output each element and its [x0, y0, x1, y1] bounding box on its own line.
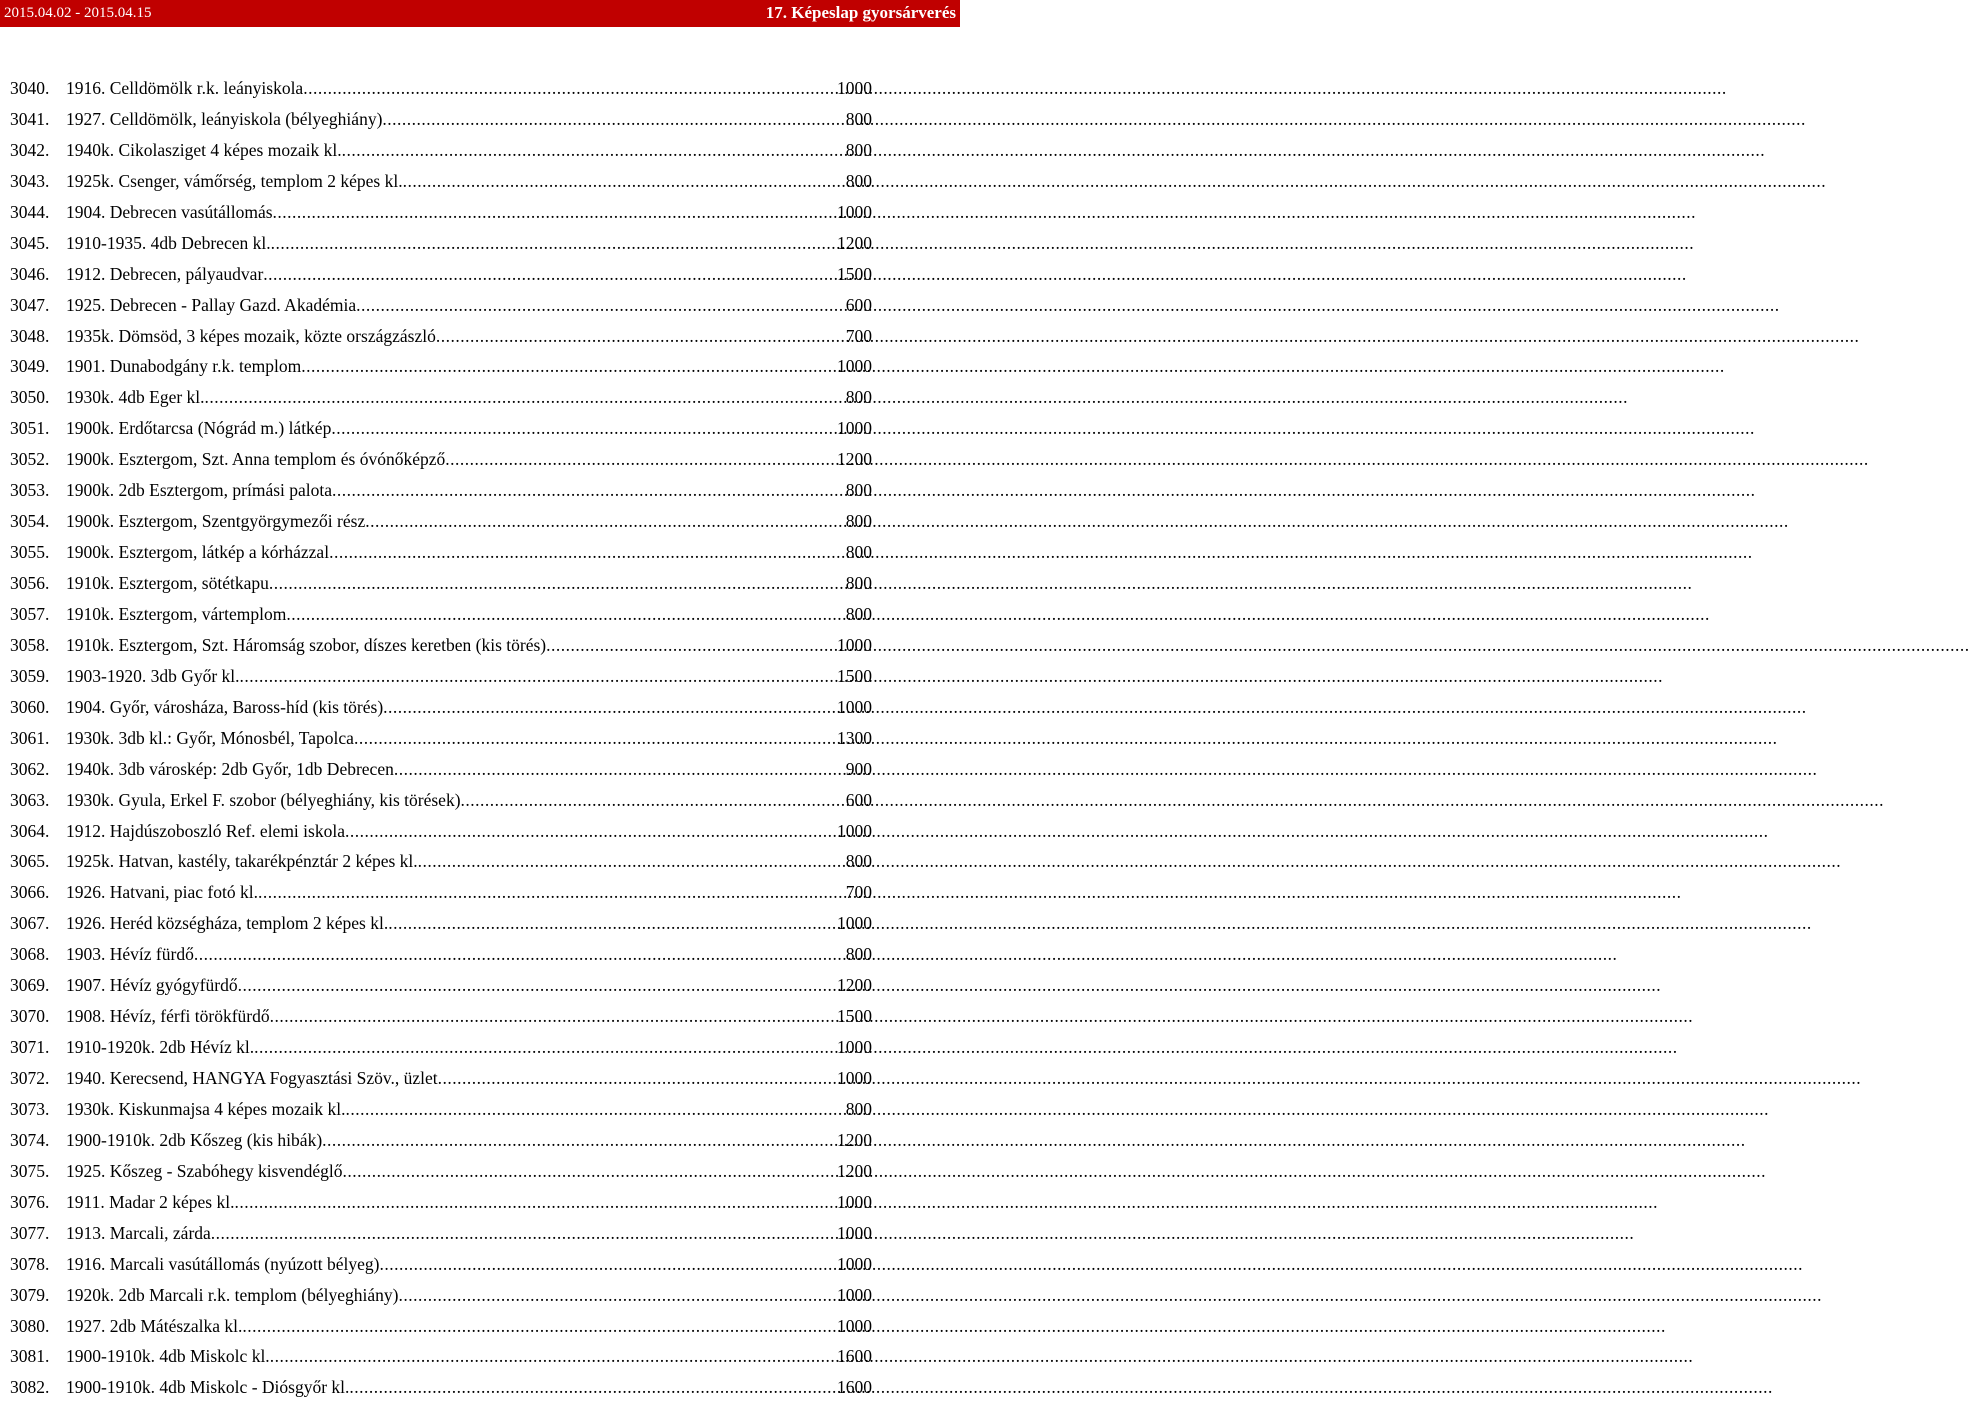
dot-leader — [258, 877, 846, 907]
lot-price: 1000 — [837, 1068, 872, 1088]
lot-description: 1927. 2db Mátészalka kl. — [66, 1315, 243, 1336]
dot-leader — [461, 785, 846, 815]
lot-number: 3041. — [10, 108, 50, 129]
lot-price: 1000 — [837, 820, 872, 841]
auction-title: 17. Képeslap gyorsárverés — [765, 3, 956, 22]
lot-description: 1900k. Esztergom, Szt. Anna templom és óvónőképző — [66, 449, 446, 470]
lot-description: 1903-1920. 3db Győr kl. — [66, 665, 240, 686]
dot-leader — [445, 444, 837, 474]
dot-leader — [349, 1372, 837, 1402]
lot-row — [10, 1001, 872, 1032]
lot-price: 1000 — [837, 913, 872, 934]
lot-row — [10, 1218, 872, 1249]
lot-price: 1000 — [837, 78, 872, 98]
lot-row — [10, 73, 872, 104]
lot-description: 1904. Győr, városháza, Baross-híd (kis törés) — [66, 696, 384, 717]
lot-price: 1000 — [837, 356, 872, 377]
lot-description: 1925. Kőszeg - Szabóhegy kisvendéglő — [66, 1160, 343, 1181]
dot-leader — [388, 908, 837, 938]
lot-row — [10, 754, 872, 785]
dot-leader — [354, 723, 837, 753]
lot-price: 600 — [845, 789, 872, 810]
lot-description: 1930k. Kiskunmajsa 4 képes mozaik kl. — [66, 1098, 346, 1119]
lot-price: 1000 — [837, 1222, 872, 1243]
dot-leader — [403, 166, 846, 196]
dot-leader — [242, 1311, 837, 1341]
lot-row — [10, 1063, 872, 1094]
lot-number: 3065. — [10, 851, 50, 872]
lot-row — [10, 599, 872, 630]
lot-number: 3061. — [10, 727, 50, 748]
dot-leader — [436, 321, 846, 351]
dot-leader — [273, 197, 837, 227]
dot-leader — [345, 1094, 845, 1124]
lot-row — [10, 135, 872, 166]
lot-row — [10, 382, 872, 413]
lot-description: 1900k. 2db Esztergom, prímási palota — [66, 480, 333, 501]
lot-number: 3059. — [10, 665, 50, 686]
lot-number: 3077. — [10, 1222, 50, 1243]
lot-row — [10, 166, 872, 197]
lot-list — [10, 73, 872, 1403]
lot-description: 1907. Hévíz gyógyfürdő — [66, 975, 238, 996]
lot-description: 1903. Hévíz fürdő — [66, 944, 194, 965]
lot-description: 1940k. Cikolasziget 4 képes mozaik kl. — [66, 139, 342, 160]
dot-leader — [331, 413, 837, 443]
dot-leader — [211, 1218, 837, 1248]
lot-number: 3048. — [10, 325, 50, 346]
dot-leader — [263, 259, 837, 289]
lot-row — [10, 568, 872, 599]
dot-leader — [398, 1280, 837, 1310]
lot-description: 1925k. Csenger, vámőrség, templom 2 képes kl. — [66, 170, 403, 191]
lot-number: 3080. — [10, 1315, 50, 1336]
lot-price: 800 — [845, 139, 872, 160]
lot-number: 3063. — [10, 789, 50, 810]
lot-price: 800 — [845, 1098, 872, 1119]
dot-leader — [332, 475, 846, 505]
lot-price: 800 — [845, 573, 872, 593]
lot-row — [10, 506, 872, 537]
lot-description: 1908. Hévíz, férfi törökfürdő — [66, 1006, 270, 1027]
page-header — [0, 0, 960, 27]
lot-price: 800 — [845, 480, 872, 501]
lot-number: 3062. — [10, 758, 50, 779]
lot-price: 800 — [845, 387, 872, 408]
lot-number: 3070. — [10, 1006, 50, 1027]
lot-description: 1900k. Esztergom, látkép a kórházzal — [66, 542, 330, 563]
lot-number: 3044. — [10, 201, 50, 222]
lot-description: 1900-1910k. 2db Kőszeg (kis hibák) — [66, 1129, 323, 1150]
lot-description: 1926. Hatvani, piac fotó kl. — [66, 882, 258, 903]
lot-row — [10, 537, 872, 568]
lot-row — [10, 970, 872, 1001]
dot-leader — [365, 506, 846, 536]
lot-price: 600 — [845, 294, 872, 315]
lot-description: 1935k. Dömsöd, 3 képes mozaik, közte országzászló — [66, 325, 436, 346]
dot-leader — [329, 537, 846, 567]
lot-row — [10, 413, 872, 444]
lot-number: 3074. — [10, 1129, 50, 1150]
dot-leader — [342, 135, 846, 165]
dot-leader — [382, 104, 845, 134]
lot-price: 1600 — [837, 1377, 872, 1398]
lot-row — [10, 1032, 872, 1063]
lot-row — [10, 692, 872, 723]
lot-row — [10, 1094, 872, 1125]
lot-row — [10, 351, 872, 382]
lot-price: 1000 — [837, 1284, 872, 1305]
lot-number: 3056. — [10, 573, 50, 593]
dot-leader — [234, 1187, 837, 1217]
lot-description: 1913. Marcali, zárda — [66, 1222, 211, 1243]
lot-description: 1912. Debrecen, pályaudvar — [66, 263, 264, 284]
lot-price: 1200 — [837, 1160, 872, 1181]
lot-price: 1000 — [837, 418, 872, 439]
lot-price: 1200 — [837, 1129, 872, 1150]
lot-price: 1300 — [837, 727, 872, 748]
lot-row — [10, 1187, 872, 1218]
dot-leader — [271, 228, 837, 258]
lot-number: 3071. — [10, 1037, 50, 1058]
lot-row — [10, 1372, 872, 1403]
lot-description: 1926. Heréd községháza, templom 2 képes kl. — [66, 913, 389, 934]
lot-price: 1000 — [837, 1191, 872, 1212]
lot-row — [10, 816, 872, 847]
lot-number: 3057. — [10, 603, 50, 624]
dot-leader — [438, 1063, 837, 1093]
lot-price: 1000 — [837, 201, 872, 222]
lot-price: 1000 — [837, 634, 872, 655]
lot-price: 1500 — [837, 263, 872, 284]
dot-leader — [546, 630, 837, 660]
lot-description: 1910k. Esztergom, vártemplom — [66, 603, 287, 624]
lot-price: 1500 — [837, 1006, 872, 1027]
lot-description: 1930k. 4db Eger kl. — [66, 387, 205, 408]
lot-price: 1200 — [837, 449, 872, 470]
lot-price: 800 — [845, 851, 872, 872]
dot-leader — [270, 1001, 837, 1031]
lot-description: 1910k. Esztergom, sötétkapu — [66, 573, 269, 593]
dot-leader — [270, 1341, 837, 1371]
dot-leader — [286, 599, 845, 629]
lot-number: 3066. — [10, 882, 50, 903]
lot-row — [10, 321, 872, 352]
lot-description: 1911. Madar 2 képes kl. — [66, 1191, 235, 1212]
lot-number: 3040. — [10, 78, 50, 98]
lot-row — [10, 1125, 872, 1156]
lot-number: 3054. — [10, 511, 50, 532]
lot-number: 3069. — [10, 975, 50, 996]
lot-price: 1200 — [837, 232, 872, 253]
dot-leader — [343, 1156, 837, 1186]
lot-number: 3049. — [10, 356, 50, 377]
lot-row — [10, 1249, 872, 1280]
lot-number: 3068. — [10, 944, 50, 965]
lot-number: 3060. — [10, 696, 50, 717]
lot-price: 1500 — [837, 665, 872, 686]
lot-price: 700 — [845, 882, 872, 903]
lot-number: 3079. — [10, 1284, 50, 1305]
lot-row — [10, 1341, 872, 1372]
lot-price: 700 — [845, 325, 872, 346]
lot-description: 1901. Dunabodgány r.k. templom — [66, 356, 302, 377]
lot-price: 800 — [845, 108, 872, 129]
lot-price: 1000 — [837, 1315, 872, 1336]
lot-row — [10, 1156, 872, 1187]
lot-number: 3067. — [10, 913, 50, 934]
lot-number: 3081. — [10, 1346, 50, 1367]
dot-leader — [269, 568, 846, 598]
lot-description: 1910-1935. 4db Debrecen kl. — [66, 232, 271, 253]
lot-price: 900 — [845, 758, 872, 779]
lot-row — [10, 444, 872, 475]
dot-leader — [240, 661, 837, 691]
lot-description: 1900-1910k. 4db Miskolc kl. — [66, 1346, 270, 1367]
lot-row — [10, 723, 872, 754]
lot-price: 800 — [845, 603, 872, 624]
lot-number: 3075. — [10, 1160, 50, 1181]
lot-description: 1940k. 3db városkép: 2db Győr, 1db Debrecen — [66, 758, 394, 779]
dot-leader — [356, 290, 846, 320]
lot-row — [10, 197, 872, 228]
lot-description: 1940. Kerecsend, HANGYA Fogyasztási Szöv., üzlet — [66, 1068, 438, 1088]
lot-price: 800 — [845, 170, 872, 191]
lot-description: 1925k. Hatvan, kastély, takarékpénztár 2 képes kl. — [66, 851, 418, 872]
lot-number: 3051. — [10, 418, 50, 439]
lot-description: 1927. Celldömölk, leányiskola (bélyeghiány) — [66, 108, 383, 129]
dot-leader — [394, 754, 846, 784]
dot-leader — [418, 846, 846, 876]
lot-price: 1000 — [837, 696, 872, 717]
dot-leader — [303, 73, 837, 103]
lot-row — [10, 259, 872, 290]
lot-row — [10, 939, 872, 970]
lot-number: 3064. — [10, 820, 50, 841]
lot-row — [10, 1311, 872, 1342]
dot-leader — [322, 1125, 837, 1155]
lot-description: 1910-1920k. 2db Hévíz kl. — [66, 1037, 255, 1058]
lot-description: 1920k. 2db Marcali r.k. templom (bélyeghiány) — [66, 1284, 399, 1305]
lot-number: 3072. — [10, 1068, 50, 1088]
lot-row — [10, 661, 872, 692]
date-range: 2015.04.02 - 2015.04.15 — [4, 5, 152, 21]
lot-row — [10, 228, 872, 259]
lot-description: 1930k. 3db kl.: Győr, Mónosbél, Tapolca — [66, 727, 354, 748]
lot-description: 1900k. Erdőtarcsa (Nógrád m.) látkép — [66, 418, 332, 439]
dot-leader — [345, 816, 837, 846]
lot-number: 3047. — [10, 294, 50, 315]
lot-number: 3043. — [10, 170, 50, 191]
lot-price: 1000 — [837, 1253, 872, 1274]
lot-number: 3042. — [10, 139, 50, 160]
lot-description: 1900-1910k. 4db Miskolc - Diósgyőr kl. — [66, 1377, 350, 1398]
lot-number: 3076. — [10, 1191, 50, 1212]
lot-number: 3082. — [10, 1377, 50, 1398]
lot-description: 1904. Debrecen vasútállomás — [66, 201, 273, 222]
lot-number: 3078. — [10, 1253, 50, 1274]
dot-leader — [383, 692, 837, 722]
lot-number: 3055. — [10, 542, 50, 563]
lot-description: 1900k. Esztergom, Szentgyörgymezői rész — [66, 511, 366, 532]
dot-leader — [379, 1249, 837, 1279]
lot-row — [10, 475, 872, 506]
lot-row — [10, 908, 872, 939]
lot-description: 1925. Debrecen - Pallay Gazd. Akadémia — [66, 294, 357, 315]
dot-leader — [301, 351, 837, 381]
lot-price: 1000 — [837, 1037, 872, 1058]
lot-row — [10, 846, 872, 877]
lot-description: 1916. Celldömölk r.k. leányiskola — [66, 78, 304, 98]
lot-price: 800 — [845, 542, 872, 563]
lot-number: 3053. — [10, 480, 50, 501]
lot-number: 3073. — [10, 1098, 50, 1119]
lot-description: 1930k. Gyula, Erkel F. szobor (bélyeghiány, kis törések) — [66, 789, 461, 810]
lot-price: 800 — [845, 944, 872, 965]
lot-row — [10, 630, 872, 661]
lot-row — [10, 290, 872, 321]
lot-number: 3045. — [10, 232, 50, 253]
lot-row — [10, 877, 872, 908]
dot-leader — [238, 970, 837, 1000]
dot-leader — [194, 939, 846, 969]
lot-number: 3046. — [10, 263, 50, 284]
lot-description: 1912. Hajdúszoboszló Ref. elemi iskola — [66, 820, 345, 841]
lot-number: 3058. — [10, 634, 50, 655]
lot-row — [10, 1280, 872, 1311]
lot-number: 3050. — [10, 387, 50, 408]
lot-number: 3052. — [10, 449, 50, 470]
lot-row — [10, 785, 872, 816]
lot-row — [10, 104, 872, 135]
lot-description: 1916. Marcali vasútállomás (nyúzott bélyeg) — [66, 1253, 380, 1274]
lot-price: 800 — [845, 511, 872, 532]
dot-leader — [205, 382, 846, 412]
lot-description: 1910k. Esztergom, Szt. Háromság szobor, díszes keretben (kis törés) — [66, 634, 547, 655]
lot-price: 1600 — [837, 1346, 872, 1367]
dot-leader — [254, 1032, 837, 1062]
lot-price: 1200 — [837, 975, 872, 996]
